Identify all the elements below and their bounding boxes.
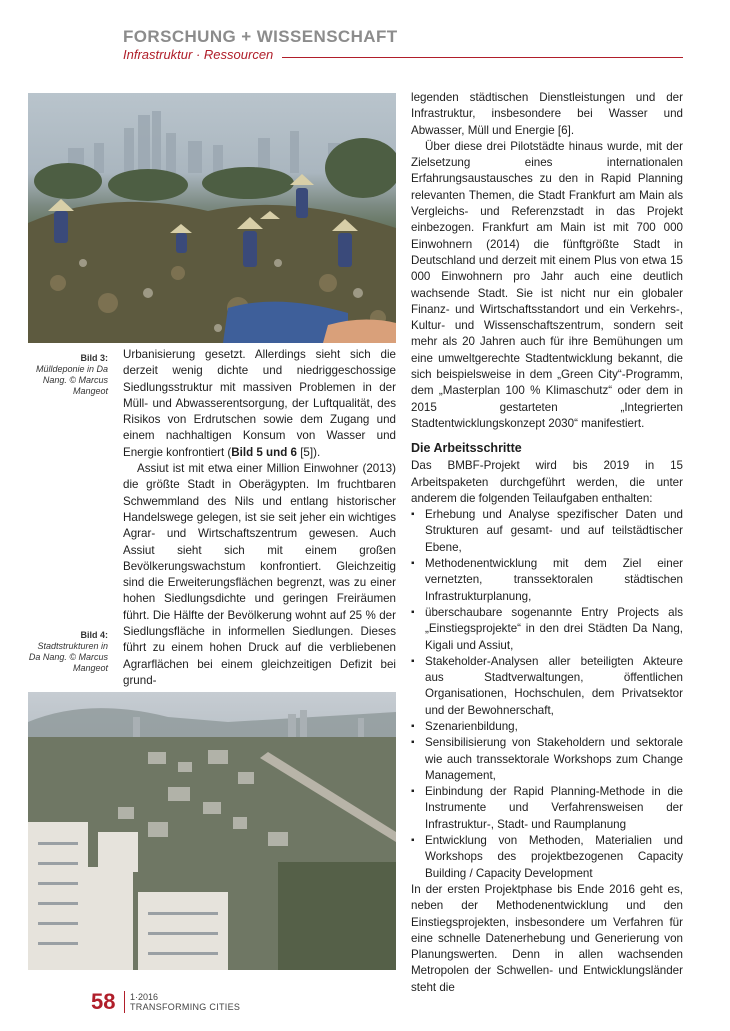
- landfill-photo: [28, 93, 396, 343]
- list-item: ▪ Sensibilisierung von Stakeholdern und sektorale wie auch transsektorale Workshops zum Change Management,: [411, 735, 683, 784]
- list-item: ▪ überschaubare sogenannte Entry Projects als „Einstiegsprojekte“ in den drei Städten Da Nang, Kigali und Assiut,: [411, 605, 683, 654]
- city-photo: [28, 692, 396, 970]
- paragraph: legenden städtischen Dienstleistungen und der Infrastruktur, insbesondere bei Wasser und Abwasser, Müll und Energie [6].: [411, 91, 683, 137]
- list-item: ▪ Szenarienbildung,: [411, 719, 683, 735]
- section-title: FORSCHUNG + WISSENSCHAFT: [123, 27, 398, 46]
- header-divider: [282, 57, 683, 58]
- paragraph: In der ersten Projektphase bis Ende 2016 geht es, neben der Methodenentwicklung und den Einstiegsprojekten, insbesondere um Verfahren für eine schnelle Datenerhebung und Generierung von Planungswerten. Denn in allen wachsenden Metropolen der Schwellen- und Entwicklungsländer steht die: [411, 882, 683, 994]
- list-item: ▪ Entwicklung von Methoden, Materialien und Workshops des projektbezogenen Capacity Building / Capacity Development: [411, 833, 683, 882]
- magazine-name: TRANSFORMING CITIES: [130, 1002, 241, 1012]
- task-list: [411, 507, 683, 882]
- page-number: 58: [91, 989, 116, 1014]
- list-item: ▪ Methodenentwicklung mit dem Ziel einer vernetzten, transsektoralen städtischen Infrastrukturplanung,: [411, 556, 683, 605]
- right-column: [411, 90, 683, 996]
- paragraph-text: Urbanisierung gesetzt. Allerdings sieht sich die derzeit wenig dichte und niedriggeschossige Siedlungsstruktur mit massiven Problemen in der Müll- und Abwasserentsorgung, der Luftqualität, des Risikos von Erdrutschen sowie dem Zugang und einem nachhaltigen Konsum von Wasser und Energie konfrontiert (: [123, 348, 396, 459]
- figure-label-3: Bild 3:: [80, 353, 108, 363]
- section-heading: Die Arbeitsschritte: [411, 441, 522, 456]
- figure-label-4: Bild 4:: [80, 630, 108, 640]
- issue-number: 1·2016: [130, 992, 159, 1002]
- footer-divider: [124, 991, 125, 1013]
- left-column: [123, 347, 396, 689]
- figure-reference: Bild 5 und 6: [231, 445, 297, 459]
- paragraph: [123, 347, 396, 461]
- paragraph-text: [5]).: [296, 445, 321, 459]
- paragraph: Über diese drei Pilotstädte hinaus wurde, mit der Zielsetzung eines internationalen Erfahrungsaustausches zu den in Rapid Planning relevanten Themen, die Stadt Frankfurt am Main als Vergleichs- und Referenzstadt in das Projekt einbezogen. Frankfurt am Main ist mit 700 000 Einwohnern (2014) die fünftgrößte Stadt in Deutschland und derzeit mit einem Plus von etwa 15 000 Einwohnern pro Jahr auch eine deutlich wachsende Stadt. Sie ist nicht nur ein globaler Finanz- und Wirtschaftsstandort und ein Verkehrs-, Kultur- und Wissenschaftszentrum, sondern seit mehr als 20 Jahren auch für ihre Bemühungen um eine umweltgerechte Stadtentwicklung bekannt, die sich beispielsweise in dem „Green City“-Programm, dem „Masterplan 100 % Klimaschutz“ oder dem in 2015 gestarteten „Integrierten Stadtentwicklungskonzept 2030“ manifestiert.: [411, 139, 683, 430]
- city-photo-graphic: [28, 692, 396, 970]
- figure-caption-text-4: Stadtstrukturen in Da Nang. © Marcus Mangeot: [28, 641, 108, 673]
- paragraph: Das BMBF-Projekt wird bis 2019 in 15 Arbeitspaketen durchgeführt werden, die unter anderem die folgenden Teilaufgaben enthalten:: [411, 459, 683, 505]
- figure-caption-text-3: Mülldeponie in Da Nang. © Marcus Mangeot: [35, 364, 108, 396]
- list-item: ▪ Stakeholder-Analysen aller beteiligten Akteure aus Stadtverwaltungen, öffentlichen Organisationen, Hochschulen, dem Privatsektor und der Bewohnerschaft,: [411, 654, 683, 719]
- landfill-photo-graphic: [28, 93, 396, 343]
- list-item: ▪ Einbindung der Rapid Planning-Methode in die Instrumente und Verfahrensweisen der Infrastruktur-, Stadt- und Raumplanung: [411, 784, 683, 833]
- section-subtitle: Infrastruktur · Ressourcen: [123, 47, 274, 62]
- paragraph: Assiut ist mit etwa einer Million Einwohner (2013) die größte Stadt in Oberägypten. Im fruchtbaren Schwemmland des Nils und entlang historischer Handelswege gelegen, ist sie seit jeher ein wichtiges Agrar- und Wirtschaftszentrum gewesen. Auch Assiut sieht sich mit einem großen Bevölkerungswachstum konfrontiert. Gleichzeitig sind die Erweiterungsflächen begrenzt, was zu einer hohen Siedlungsdichte und geringen Freiräumen führt. Die Hälfte der Bevölkerung wohnt auf 25 % der Siedlungsfläche in informellen Siedlungen. Dieses führt zu einem hohen Druck auf die verbliebenen Agrarflächen bei einem gleichzeitigen Defizit bei grund-: [123, 462, 396, 687]
- figure-caption-4: [28, 630, 108, 674]
- figure-caption-3: [28, 353, 108, 397]
- list-item: ▪ Erhebung und Analyse spezifischer Daten und Strukturen auf gesamt- und auf teilstädtischer Ebene,: [411, 507, 683, 556]
